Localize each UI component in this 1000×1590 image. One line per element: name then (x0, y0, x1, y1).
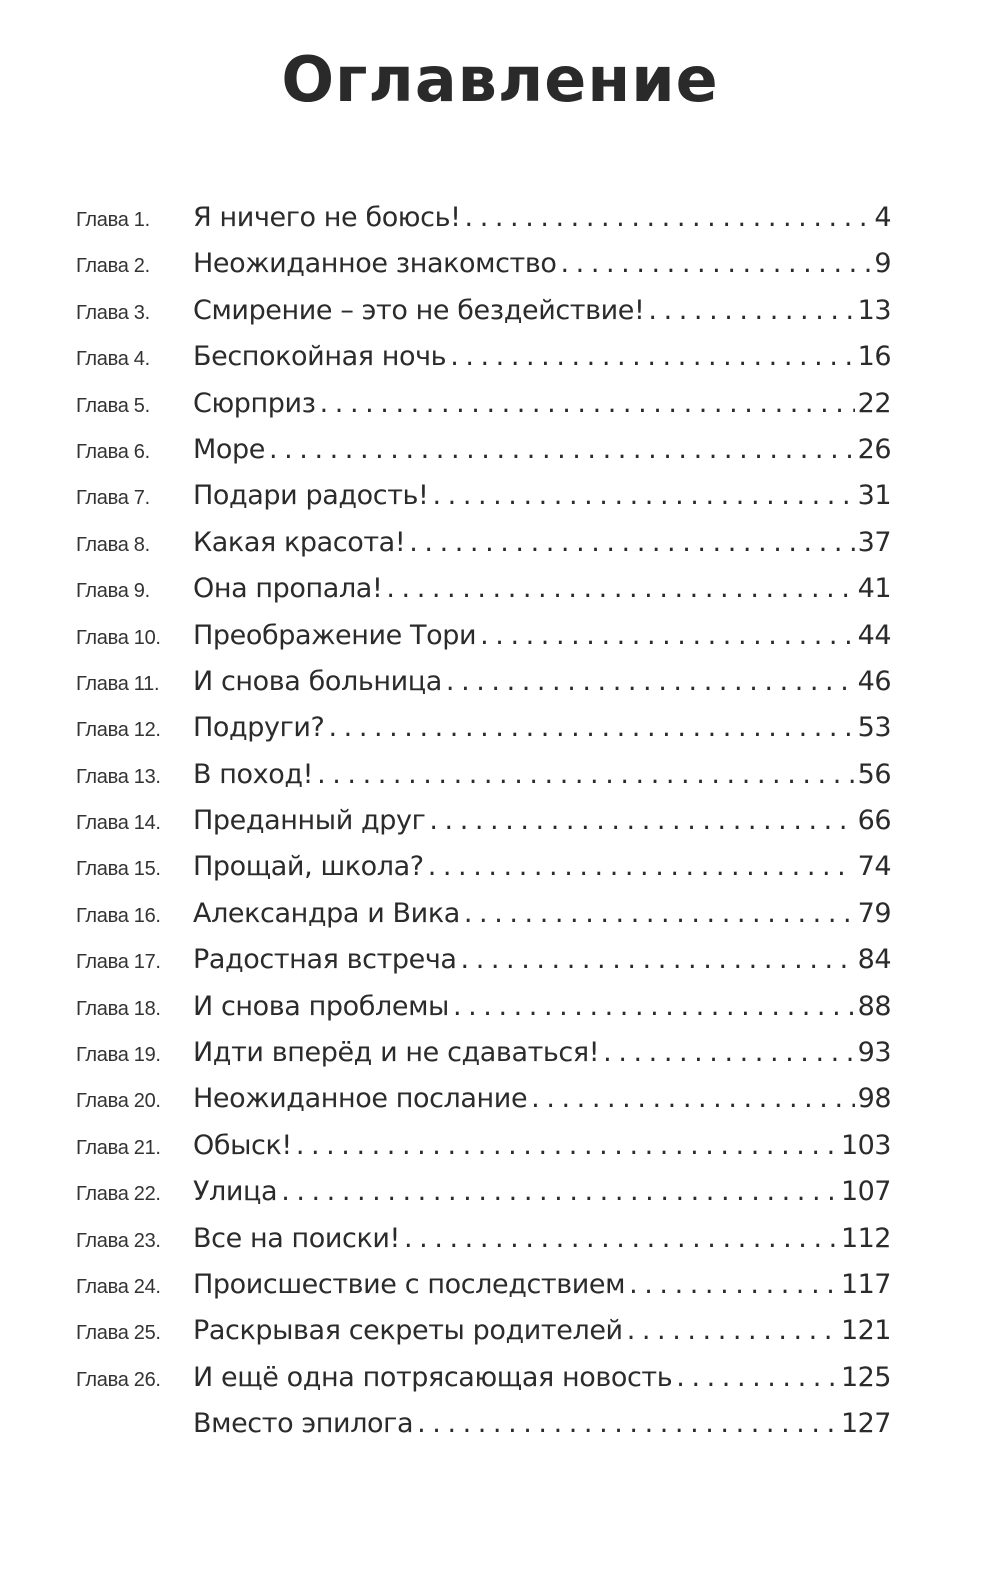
dot-leader (450, 334, 854, 380)
page-number: 37 (857, 526, 891, 558)
toc-entry (76, 705, 891, 751)
dot-leader (453, 984, 855, 1030)
chapter-number: Глава 6. (76, 440, 150, 463)
dot-leader (648, 288, 854, 334)
page-title: Оглавление (281, 43, 719, 116)
toc-entry (76, 1401, 891, 1447)
chapter-number: Глава 23. (76, 1229, 161, 1252)
chapter-title: Беспокойная ночь (193, 341, 447, 373)
chapter-title: Преображение Тори (193, 619, 477, 651)
toc-entry (76, 427, 891, 473)
toc-entry (76, 1355, 891, 1401)
dot-leader (531, 1076, 854, 1122)
chapter-number: Глава 19. (76, 1044, 161, 1067)
dot-leader (428, 844, 855, 890)
page-number: 127 (840, 1408, 891, 1440)
toc-entry (76, 1262, 891, 1308)
chapter-title: Подруги? (193, 712, 325, 744)
chapter-number: Глава 14. (76, 812, 161, 835)
toc-entry (76, 659, 891, 705)
chapter-title: Обыск! (193, 1129, 292, 1161)
chapter-title: Море (193, 433, 265, 465)
chapter-title: Неожиданное послание (193, 1083, 528, 1115)
page-number: 16 (857, 341, 891, 373)
chapter-title: Все на поиски! (193, 1222, 400, 1254)
toc-entry (76, 1308, 891, 1354)
dot-leader (603, 1030, 854, 1076)
chapter-number: Глава 20. (76, 1090, 161, 1113)
chapter-title: Прощай, школа? (193, 851, 424, 883)
chapter-number: Глава 3. (76, 301, 150, 324)
chapter-number: Глава 11. (76, 672, 160, 695)
dot-leader (404, 1216, 838, 1262)
chapter-number: Глава 24. (76, 1275, 161, 1298)
dot-leader (465, 195, 872, 241)
dot-leader (328, 705, 854, 751)
toc-entry (76, 937, 891, 983)
chapter-title: И ещё одна потрясающая новость (193, 1361, 673, 1393)
page-number: 66 (857, 805, 891, 837)
chapter-title: Вместо эпилога (193, 1408, 414, 1440)
toc-entry (76, 288, 891, 334)
toc-entry (76, 241, 891, 287)
chapter-title: Я ничего не боюсь! (193, 202, 461, 233)
page-number: 107 (840, 1176, 891, 1208)
chapter-number: Глава 10. (76, 626, 161, 649)
toc-entry (76, 844, 891, 890)
toc-entry (76, 195, 891, 241)
dot-leader (446, 659, 855, 705)
page-number: 79 (857, 897, 891, 929)
chapter-title: Улица (193, 1176, 278, 1208)
chapter-number: Глава 16. (76, 904, 161, 927)
toc-entry (76, 473, 891, 519)
toc-entry (76, 984, 891, 1030)
page-number: 9 (874, 248, 891, 280)
chapter-number: Глава 9. (76, 580, 150, 603)
chapter-number: Глава 26. (76, 1368, 161, 1391)
chapter-title: И снова больница (193, 665, 442, 697)
chapter-title: Радостная встреча (193, 944, 457, 976)
chapter-title: Идти вперёд и не сдаваться! (193, 1037, 600, 1069)
page-number: 84 (857, 944, 891, 976)
page-number: 53 (857, 712, 891, 744)
chapter-number: Глава 5. (76, 394, 150, 417)
chapter-title: И снова проблемы (193, 990, 449, 1022)
page-number: 41 (857, 573, 891, 605)
chapter-number: Глава 12. (76, 719, 161, 742)
dot-leader (676, 1355, 838, 1401)
page-number: 22 (857, 387, 891, 419)
dot-leader (429, 798, 854, 844)
toc-entry (76, 891, 891, 937)
chapter-number: Глава 15. (76, 858, 161, 881)
dot-leader (629, 1262, 838, 1308)
dot-leader (281, 1169, 838, 1215)
chapter-number: Глава 22. (76, 1183, 161, 1206)
page-number: 88 (857, 990, 891, 1022)
chapter-title: В поход! (193, 758, 314, 790)
toc-entry (76, 798, 891, 844)
page-number: 121 (840, 1315, 891, 1347)
chapter-number: Глава 4. (76, 348, 150, 371)
toc-entry (76, 381, 891, 427)
chapter-title: Смирение – это не бездействие! (193, 294, 645, 326)
dot-leader (417, 1401, 838, 1447)
dot-leader (461, 937, 855, 983)
page-number: 74 (857, 851, 891, 883)
page-number: 125 (840, 1361, 891, 1393)
chapter-title: Александра и Вика (193, 897, 460, 929)
chapter-number: Глава 25. (76, 1322, 161, 1345)
chapter-number: Глава 7. (76, 487, 150, 510)
dot-leader (480, 613, 855, 659)
page-number: 46 (857, 665, 891, 697)
dot-leader (296, 1123, 838, 1169)
toc-entry (76, 1216, 891, 1262)
chapter-title: Она пропала! (193, 573, 383, 605)
chapter-title: Сюрприз (193, 387, 316, 419)
dot-leader (317, 752, 855, 798)
page-number: 103 (840, 1129, 891, 1161)
dot-leader (320, 381, 855, 427)
chapter-title: Преданный друг (193, 805, 426, 837)
page-number: 98 (857, 1083, 891, 1115)
page-number: 31 (857, 480, 891, 512)
dot-leader (464, 891, 855, 937)
page-number: 117 (840, 1268, 891, 1300)
chapter-title: Неожиданное знакомство (193, 248, 557, 280)
chapter-title: Какая красота! (193, 526, 406, 558)
chapter-number: Глава 8. (76, 533, 150, 556)
chapter-number: Глава 2. (76, 255, 150, 278)
dot-leader (561, 241, 872, 287)
toc-entry (76, 1030, 891, 1076)
toc-entry (76, 334, 891, 380)
page-number: 56 (857, 758, 891, 790)
chapter-number: Глава 17. (76, 951, 161, 974)
page-number: 112 (840, 1222, 891, 1254)
chapter-number: Глава 13. (76, 765, 161, 788)
dot-leader (627, 1308, 838, 1354)
page-number: 93 (857, 1037, 891, 1069)
chapter-number: Глава 18. (76, 997, 161, 1020)
page-number: 44 (857, 619, 891, 651)
chapter-title: Подари радость! (193, 480, 429, 512)
dot-leader (432, 473, 854, 519)
page-number: 13 (857, 294, 891, 326)
toc-entry (76, 520, 891, 566)
dot-leader (269, 427, 855, 473)
toc-entry (76, 566, 891, 612)
dot-leader (409, 520, 854, 566)
table-of-contents (76, 195, 891, 1448)
chapter-number: Глава 1. (76, 209, 150, 231)
toc-entry (76, 752, 891, 798)
toc-entry (76, 1123, 891, 1169)
page-number: 4 (874, 202, 891, 233)
toc-entry (76, 1076, 891, 1122)
dot-leader (386, 566, 854, 612)
chapter-number: Глава 21. (76, 1136, 161, 1159)
toc-entry (76, 1169, 891, 1215)
page-number: 26 (857, 433, 891, 465)
chapter-title: Раскрывая секреты родителей (193, 1315, 623, 1347)
toc-entry (76, 613, 891, 659)
chapter-title: Происшествие с последствием (193, 1268, 626, 1300)
